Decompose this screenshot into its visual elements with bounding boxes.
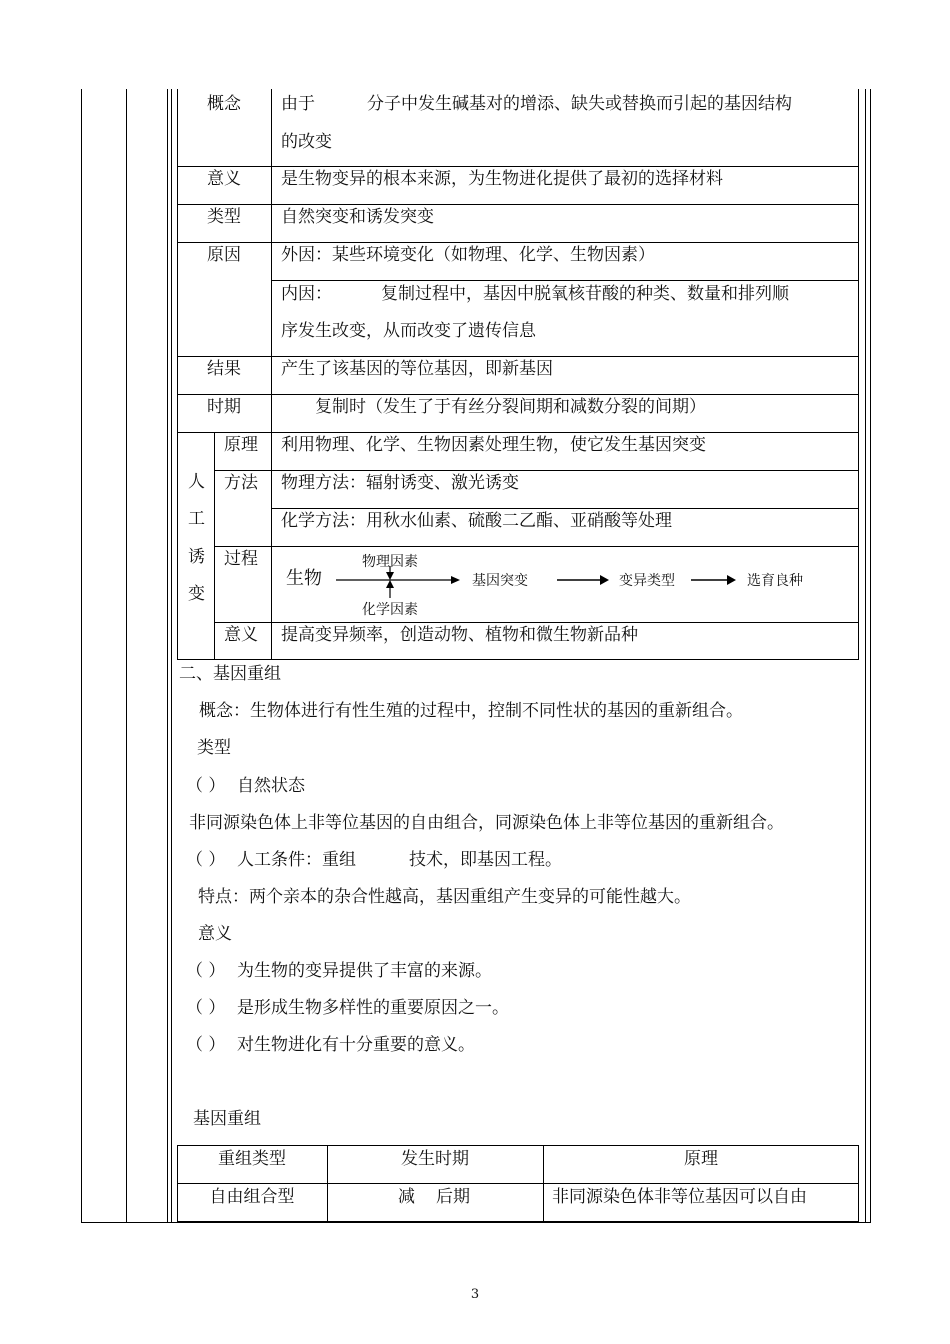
table-cell-type: 自由组合型 bbox=[209, 1187, 295, 1207]
table-rule bbox=[177, 166, 859, 167]
table-rule bbox=[271, 89, 272, 660]
artificial-group-char: 工 bbox=[188, 509, 205, 529]
method-label: 方法 bbox=[224, 473, 258, 493]
table-rule bbox=[214, 470, 859, 471]
table-header: 原理 bbox=[684, 1149, 718, 1169]
table-rule bbox=[177, 204, 859, 205]
recombination-concept: 概念：生物体进行有性生殖的过程中，控制不同性状的基因的重新组合。 bbox=[199, 701, 743, 721]
blank-parens: （ ） bbox=[186, 961, 226, 981]
row-label-concept: 概念 bbox=[207, 94, 241, 114]
row-label-significance: 意义 bbox=[207, 169, 241, 189]
table-cell-period-cont: 后期 bbox=[436, 1187, 470, 1207]
table-rule bbox=[271, 508, 859, 509]
significance-item: 对生物进化有十分重要的意义。 bbox=[237, 1035, 475, 1055]
period-text: 复制时（发生了于有丝分裂间期和减数分裂的间期） bbox=[315, 397, 706, 417]
table-cell-period: 减 bbox=[398, 1187, 415, 1207]
table-rule bbox=[177, 432, 859, 433]
process-label: 过程 bbox=[224, 549, 258, 569]
process-arrow-head bbox=[600, 575, 609, 585]
type-text: 自然突变和诱发突变 bbox=[281, 207, 434, 227]
blank-parens: （ ） bbox=[186, 1035, 226, 1055]
external-cause-text: 外因：某些环境变化（如物理、化学、生物因素） bbox=[281, 245, 655, 265]
result-text: 产生了该基因的等位基因，即新基因 bbox=[281, 359, 553, 379]
significance-text: 是生物变异的根本来源，为生物进化提供了最初的选择材料 bbox=[281, 169, 723, 189]
table-header: 发生时期 bbox=[401, 1149, 469, 1169]
artificial-significance-label: 意义 bbox=[224, 625, 258, 645]
physical-factor-arrow-head bbox=[386, 572, 394, 580]
artificial-condition-text: 人工条件：重组 bbox=[237, 850, 356, 870]
significance-item: 为生物的变异提供了丰富的来源。 bbox=[237, 961, 492, 981]
column-divider bbox=[171, 89, 172, 1222]
natural-state-text: 自然状态 bbox=[237, 776, 305, 796]
table-rule bbox=[214, 546, 859, 547]
feature-text: 特点：两个亲本的杂合性越高，基因重组产生变异的可能性越大。 bbox=[198, 887, 691, 907]
row-label-type: 类型 bbox=[207, 207, 241, 227]
table-rule bbox=[177, 394, 859, 395]
internal-cause-text-cont: 序发生改变，从而改变了遗传信息 bbox=[281, 321, 536, 341]
blank-parens: （ ） bbox=[186, 998, 226, 1018]
artificial-group-char: 人 bbox=[188, 472, 205, 492]
section-heading: 二、基因重组 bbox=[179, 664, 281, 684]
internal-cause-label: 内因： bbox=[281, 284, 332, 304]
artificial-group-char: 诱 bbox=[188, 547, 205, 567]
recombination-significance-label: 意义 bbox=[198, 924, 232, 944]
blank-parens: （ ） bbox=[186, 850, 226, 870]
chemical-method-text: 化学方法：用秋水仙素、硫酸二乙酯、亚硝酸等处理 bbox=[281, 511, 672, 531]
table-header: 重组类型 bbox=[218, 1149, 286, 1169]
column-divider bbox=[126, 89, 127, 1222]
artificial-condition-text-cont: 技术，即基因工程。 bbox=[409, 850, 562, 870]
principle-label: 原理 bbox=[224, 435, 258, 455]
recombination-table-title: 基因重组 bbox=[193, 1109, 261, 1129]
process-step-breeding: 选育良种 bbox=[747, 573, 803, 589]
row-label-result: 结果 bbox=[207, 359, 241, 379]
concept-text-part3: 的改变 bbox=[281, 132, 332, 152]
row-label-period: 时期 bbox=[207, 397, 241, 417]
table-cell-principle: 非同源染色体非等位基因可以自由 bbox=[552, 1187, 807, 1207]
process-arrow-head bbox=[451, 576, 460, 584]
process-arrow-head bbox=[727, 575, 736, 585]
internal-cause-text: 复制过程中，基因中脱氧核苷酸的种类、数量和排列顺 bbox=[381, 284, 789, 304]
artificial-significance-text: 提高变异频率，创造动物、植物和微生物新品种 bbox=[281, 625, 638, 645]
column-divider bbox=[167, 89, 168, 1222]
page-number: 3 bbox=[470, 1287, 480, 1302]
process-physical-factor: 物理因素 bbox=[362, 554, 418, 570]
row-label-cause: 原因 bbox=[207, 245, 241, 265]
table-rule bbox=[177, 242, 859, 243]
process-start: 生物 bbox=[286, 568, 322, 589]
table-rule bbox=[214, 622, 859, 623]
concept-text-part1: 由于 bbox=[281, 94, 315, 114]
principle-text: 利用物理、化学、生物因素处理生物，使它发生基因突变 bbox=[281, 435, 706, 455]
chemical-factor-arrow-head bbox=[386, 580, 394, 588]
table-rule bbox=[214, 432, 215, 660]
column-divider bbox=[865, 89, 866, 1222]
recombination-type-label: 类型 bbox=[197, 738, 231, 758]
physical-method-text: 物理方法：辐射诱变、激光诱变 bbox=[281, 473, 519, 493]
artificial-group-char: 变 bbox=[188, 584, 205, 604]
process-step-gene-mutation: 基因突变 bbox=[472, 573, 528, 589]
process-chemical-factor: 化学因素 bbox=[362, 602, 418, 618]
process-arrows bbox=[330, 560, 750, 610]
significance-item: 是形成生物多样性的重要原因之一。 bbox=[237, 998, 509, 1018]
table-rule bbox=[177, 356, 859, 357]
natural-state-desc: 非同源染色体上非等位基因的自由组合，同源染色体上非等位基因的重新组合。 bbox=[189, 813, 784, 833]
blank-parens: （ ） bbox=[186, 776, 226, 796]
table-rule bbox=[271, 280, 859, 281]
concept-text-part2: 分子中发生碱基对的增添、缺失或替换而引起的基因结构 bbox=[367, 94, 792, 114]
process-step-variation-type: 变异类型 bbox=[619, 573, 675, 589]
table-rule bbox=[177, 1183, 859, 1184]
